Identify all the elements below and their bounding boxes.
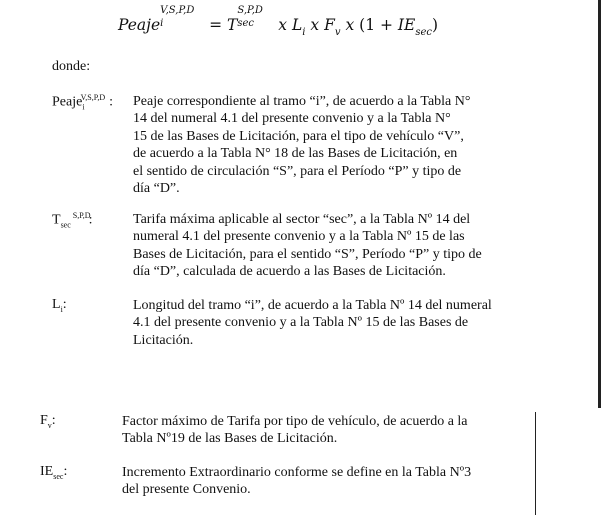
definition-line: Factor máximo de Tarifa por tipo de vehículo, de acuerdo a la <box>122 414 468 429</box>
donde-label: donde: <box>52 59 91 74</box>
formula-ie: IE <box>397 16 416 34</box>
formula-x3: x <box>345 16 355 34</box>
formula-peaje-sup: V,S,P,D <box>160 5 195 16</box>
definition-tarifa <box>133 211 535 281</box>
definition-line: Longitud del tramo “i”, de acuerdo a la Tabla Nº 14 del numeral <box>133 298 492 313</box>
definition-line: Bases de Licitación, para el sentido “S”, Período “P” y tipo de <box>133 246 482 262</box>
formula-l: L <box>291 16 303 34</box>
formula-paren-close: ) <box>432 16 439 34</box>
term-peaje: Peaje$_i^{V,S,P,D}$ : <box>52 93 113 112</box>
formula-t-sup: S,P,D <box>237 5 263 16</box>
definition-line: de acuerdo a la Tabla N° 18 de las Bases de Licitación, en <box>133 146 458 162</box>
formula-ie-sub: sec <box>415 27 433 38</box>
definition-line: 14 del numeral 4.1 del presente convenio y a la Tabla N° <box>133 111 451 127</box>
formula-t: T <box>227 16 238 34</box>
definition-line: Licitación. <box>133 332 194 348</box>
formula-x2: x <box>310 16 320 34</box>
formula-f-sub: v <box>334 27 341 38</box>
definition-line: del presente Convenio. <box>122 482 251 498</box>
formula-paren-open: (1 + <box>359 16 393 34</box>
definition-longitud <box>133 297 535 349</box>
definition-line: Tabla Nº19 de las Bases de Licitación. <box>122 431 338 447</box>
definition-line: numeral 4.1 del presente convenio y a la Tabla Nº 15 de las <box>133 229 465 245</box>
formula-f: F <box>324 16 335 34</box>
definition-line: el sentido de circulación “S”, para el Período “P” y tipo de <box>133 163 462 179</box>
formula-l-sub: i <box>302 27 306 38</box>
definition-line: 15 de las Bases de Licitación, para el tipo de vehículo “V”, <box>133 128 464 144</box>
definition-line: día “D”. <box>133 181 180 197</box>
term-tarifa: $T_{sec}^{S,P,D}$: <box>52 211 93 230</box>
formula-t-sub: sec <box>237 18 255 29</box>
formula-peaje: Peaje <box>118 16 161 34</box>
definition-line: Tarifa máxima aplicable al sector “sec”, a la Tabla Nº 14 del <box>133 212 471 227</box>
definition-line: Peaje correspondiente al tramo “i”, de acuerdo a la Tabla N° <box>133 94 471 109</box>
definition-line: 4.1 del presente convenio y a la Tabla Nº 15 de las Bases de <box>133 315 469 331</box>
definition-line: Incremento Extraordinario conforme se define en la Tabla Nº3 <box>122 465 472 480</box>
cell-border-line <box>535 412 536 515</box>
formula-peaje-sub: i <box>160 18 164 29</box>
term-longitud: $L_i$: <box>52 297 67 314</box>
definition-peaje <box>133 93 535 197</box>
formula-equals: = <box>209 16 223 34</box>
term-factor: $F_v$: <box>40 413 56 430</box>
formula-x1: x <box>278 16 288 34</box>
definition-incremento <box>122 464 524 499</box>
definition-factor <box>122 413 524 448</box>
definition-line: día “D”, calculada de acuerdo a las Bases de Licitación. <box>133 264 446 280</box>
main-formula <box>118 5 538 42</box>
term-incremento: $IE_{sec}$: <box>40 464 68 481</box>
